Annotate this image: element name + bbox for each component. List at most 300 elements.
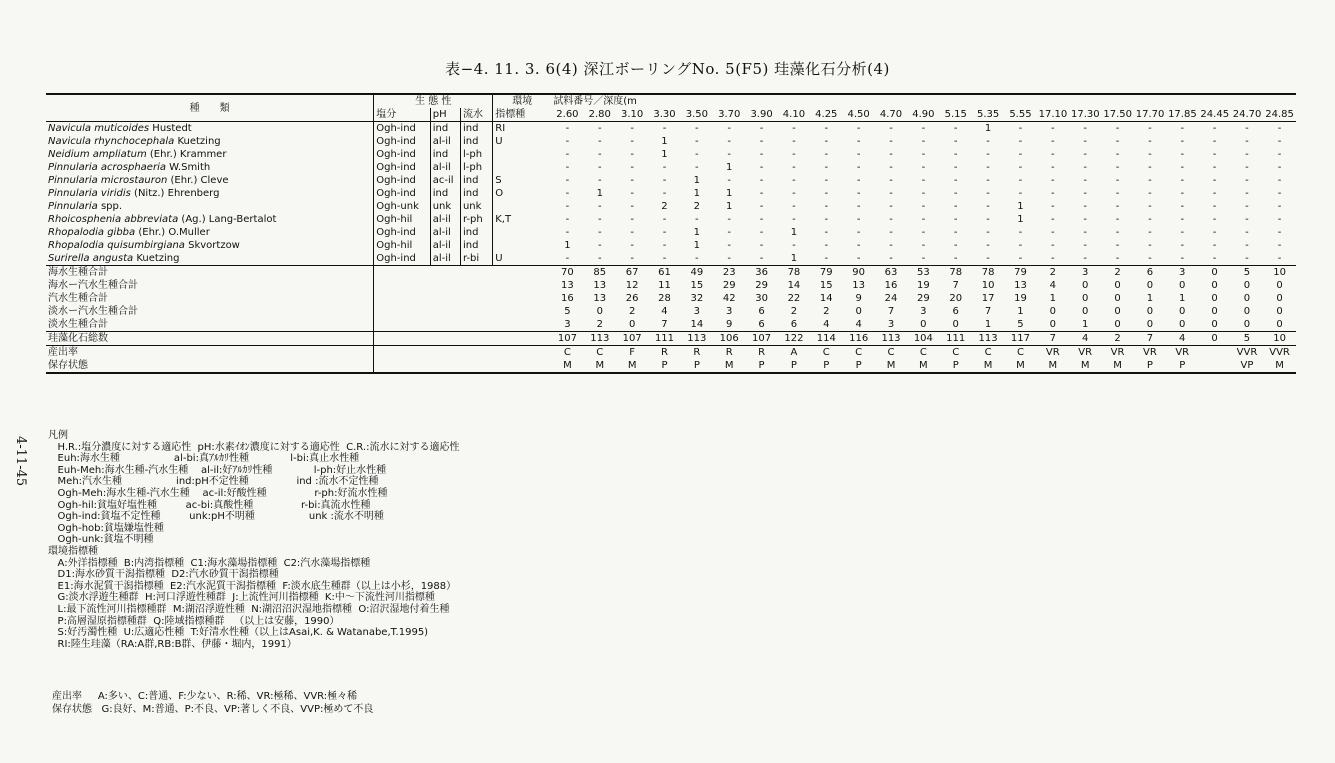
count-cell: - — [792, 136, 796, 147]
species-name — [46, 239, 374, 252]
count-cell: - — [1051, 227, 1055, 238]
count-cell: - — [986, 214, 990, 225]
legend-line: G:淡水浮遊生種群 H:河口浮遊性種群 J:上流性河川指標種 K:中～下流性河川指標種 — [48, 592, 435, 604]
value-cell: A — [790, 347, 798, 358]
count-cell: - — [630, 227, 634, 238]
count-cell: - — [1018, 162, 1023, 173]
count-cell: - — [1051, 123, 1055, 134]
value-cell: 53 — [917, 267, 930, 278]
count-cell: - — [824, 227, 829, 238]
count-cell: - — [824, 123, 829, 134]
value-cell: 0 — [1211, 267, 1218, 278]
value-cell: 0 — [1166, 318, 1198, 332]
count-cell: - — [1277, 123, 1282, 134]
value-cell: 19 — [917, 280, 930, 291]
value-cell: 2 — [1101, 332, 1133, 346]
table-row — [46, 200, 1296, 213]
table-row — [46, 174, 1296, 187]
value-cell: 85 — [593, 267, 607, 278]
value-cell: 122 — [778, 332, 810, 346]
count-cell: - — [1212, 123, 1217, 134]
value-cell: 20 — [949, 293, 963, 304]
value-cell: C — [984, 347, 992, 358]
flow-cell: ind — [460, 174, 492, 187]
value-cell: 32 — [690, 293, 704, 304]
count-cell: - — [727, 227, 732, 238]
depth-header: 3.50 — [681, 108, 713, 122]
value-cell: 107 — [745, 332, 777, 346]
count-cell: 1 — [564, 240, 571, 251]
count-cell: - — [792, 240, 796, 251]
species-name — [46, 187, 374, 200]
value-cell: 3 — [1179, 267, 1186, 278]
count-cell: - — [953, 188, 958, 199]
value-cell: 79 — [1014, 267, 1027, 278]
count-cell: - — [856, 175, 861, 186]
count-cell: - — [1018, 149, 1023, 160]
count-cell: - — [695, 136, 699, 147]
count-cell: - — [1101, 252, 1133, 266]
count-cell: - — [1277, 240, 1282, 251]
value-cell: 0 — [1081, 293, 1089, 304]
value-cell: 6 — [778, 318, 810, 332]
value-cell: 29 — [917, 293, 930, 304]
count-cell: - — [1245, 123, 1249, 134]
count-cell: - — [1180, 201, 1185, 212]
count-cell: - — [1018, 188, 1023, 199]
count-cell: - — [1115, 188, 1120, 199]
value-cell: 0 — [1134, 318, 1166, 332]
count-cell: 1 — [693, 240, 701, 251]
value-cell: 36 — [755, 267, 768, 278]
count-cell: - — [856, 123, 861, 134]
ph-cell: al-il — [430, 213, 460, 226]
value-cell: 0 — [616, 318, 648, 332]
count-cell: - — [1115, 240, 1120, 251]
count-cell: - — [856, 162, 861, 173]
depth-header: 3.10 — [616, 108, 648, 122]
value-cell: C — [887, 347, 895, 358]
ph-cell: ind — [430, 187, 460, 200]
count-cell: - — [1180, 149, 1185, 160]
count-cell: - — [630, 240, 634, 251]
count-cell: - — [1148, 227, 1152, 238]
empty-cell — [374, 279, 551, 292]
value-cell: 4 — [810, 318, 842, 332]
value-cell: 1 — [1017, 306, 1024, 317]
depth-header: 4.25 — [810, 108, 842, 122]
count-cell: - — [597, 227, 602, 238]
value-cell: 0 — [1243, 280, 1251, 291]
species-author: (Ag.) Lang-Bertalot — [181, 214, 277, 225]
count-cell: - — [1212, 136, 1217, 147]
value-cell: 9 — [713, 318, 745, 332]
value-cell: C — [822, 347, 830, 358]
state-row — [46, 359, 1296, 373]
empty-cell — [374, 332, 551, 346]
value-cell: 28 — [658, 293, 671, 304]
legend-line: Ogh-hob:貧塩嫌塩性種 — [48, 522, 164, 534]
count-cell: - — [1051, 214, 1055, 225]
row-label: 淡水生種合計 — [46, 318, 374, 332]
row-label: 淡水ー汽水生種合計 — [48, 306, 138, 317]
species-author: Kuetzing — [177, 136, 221, 147]
summary-row — [46, 305, 1296, 318]
count-cell: - — [759, 123, 764, 134]
table-row — [46, 148, 1296, 161]
count-cell: 1 — [661, 136, 668, 147]
count-cell: - — [792, 214, 796, 225]
ph-cell: al-il — [430, 226, 460, 239]
count-cell: - — [662, 214, 667, 225]
value-cell: VVR — [1269, 347, 1290, 358]
value-cell: 1 — [1049, 293, 1056, 304]
count-cell: - — [1245, 188, 1249, 199]
value-cell: M — [1263, 359, 1296, 373]
species-author: Skvortzow — [188, 240, 240, 251]
count-cell: - — [1083, 136, 1087, 147]
count-cell: - — [1180, 136, 1185, 147]
empty-cell — [374, 346, 551, 360]
count-cell: - — [565, 149, 570, 160]
count-cell: - — [1018, 136, 1023, 147]
value-cell: 30 — [755, 293, 768, 304]
env-cell: U — [493, 135, 551, 148]
count-cell: - — [953, 123, 958, 134]
count-cell: - — [921, 188, 926, 199]
flow-cell: unk — [460, 200, 492, 213]
value-cell: P — [1134, 359, 1166, 373]
species-genus: Pinnularia — [48, 201, 98, 212]
species-genus: Rhopalodia quisumbirgiana — [48, 240, 185, 251]
value-cell: 22 — [787, 293, 801, 304]
species-name — [46, 161, 374, 174]
species-author: (Nitz.) Ehrenberg — [134, 188, 220, 199]
count-cell: - — [727, 149, 732, 160]
count-cell: - — [875, 252, 907, 266]
count-cell: - — [1148, 188, 1152, 199]
count-cell: - — [565, 136, 570, 147]
count-cell: - — [662, 175, 667, 186]
summary-body — [46, 266, 1296, 374]
count-cell: - — [889, 240, 893, 251]
count-cell: - — [1212, 227, 1217, 238]
value-cell: 2 — [584, 318, 616, 332]
value-cell: 13 — [852, 280, 866, 291]
header-row-1 — [46, 94, 1296, 108]
value-cell: 29 — [722, 280, 736, 291]
value-cell: 1 — [972, 318, 1004, 332]
empty-cell — [374, 266, 551, 280]
species-author: (Ehr.) Cleve — [170, 175, 229, 186]
species-body — [46, 122, 1296, 266]
count-cell: - — [1037, 252, 1069, 266]
depth-header: 4.90 — [907, 108, 939, 122]
count-cell: - — [792, 188, 796, 199]
value-cell: 114 — [810, 332, 842, 346]
value-cell: 0 — [855, 306, 862, 317]
value-cell: 10 — [981, 280, 995, 291]
count-cell: - — [630, 136, 634, 147]
value-cell: 2 — [628, 306, 636, 317]
value-cell: 0 — [1211, 280, 1218, 291]
depth-header: 24.45 — [1200, 109, 1230, 120]
value-cell: 3 — [1081, 267, 1089, 278]
count-cell: - — [565, 227, 570, 238]
count-cell: - — [1212, 240, 1217, 251]
value-cell: 1 — [1179, 293, 1186, 304]
value-cell: 3 — [875, 318, 907, 332]
count-cell: 1 — [778, 252, 810, 266]
count-cell: - — [1245, 162, 1249, 173]
env-cell: O — [493, 187, 551, 200]
value-cell: 3 — [726, 306, 733, 317]
count-cell: - — [940, 252, 972, 266]
count-cell: - — [565, 214, 570, 225]
value-cell: 6 — [1146, 267, 1154, 278]
value-cell: 2 — [1114, 267, 1121, 278]
count-cell: - — [1018, 227, 1023, 238]
legend — [48, 430, 459, 650]
depth-header: 17.50 — [1103, 109, 1132, 120]
flow-cell: r-ph — [460, 213, 492, 226]
value-cell: VR — [1045, 347, 1060, 358]
value-cell: 13 — [593, 293, 607, 304]
value-cell: 42 — [722, 293, 736, 304]
count-cell: - — [630, 201, 634, 212]
value-cell: 78 — [949, 267, 963, 278]
count-cell: - — [759, 201, 764, 212]
value-cell: 113 — [681, 332, 713, 346]
count-cell: - — [695, 123, 699, 134]
count-cell: - — [1004, 252, 1036, 266]
count-cell: 1 — [790, 227, 798, 238]
depth-header: 24.85 — [1263, 108, 1296, 122]
count-cell: - — [565, 201, 570, 212]
value-cell: 0 — [1198, 318, 1230, 332]
count-cell: - — [759, 162, 764, 173]
legend-line: Meh:汽水生種 ind:pH不定性種 ind :流水不定性種 — [48, 476, 379, 488]
count-cell: - — [856, 240, 861, 251]
table-row — [46, 239, 1296, 252]
count-cell: - — [953, 175, 958, 186]
flow-cell: ind — [460, 226, 492, 239]
value-cell — [1198, 346, 1230, 360]
value-cell: 0 — [1231, 318, 1263, 332]
summary-row — [46, 318, 1296, 332]
count-cell: - — [1115, 201, 1120, 212]
env-cell — [493, 161, 551, 174]
species-genus: Pinnularia acrosphaeria — [48, 162, 166, 173]
count-cell: - — [1083, 201, 1087, 212]
count-cell: - — [1245, 214, 1249, 225]
salinity-cell: Ogh-ind — [374, 135, 430, 148]
count-cell: - — [1115, 149, 1120, 160]
count-cell: - — [759, 227, 764, 238]
count-cell: - — [597, 214, 602, 225]
legend-line: P:高層湿原指標種群 Q:陸域指標種群 （以上は安藤，1990） — [48, 615, 340, 627]
value-cell: 111 — [940, 332, 972, 346]
legend-line: Ogh-ind:貧塩不定性種 unk:pH不明種 unk :流水不明種 — [48, 511, 384, 523]
value-cell: 4 — [1166, 332, 1198, 346]
count-cell: - — [630, 123, 634, 134]
count-cell: - — [1115, 175, 1120, 186]
count-cell: - — [1245, 201, 1249, 212]
value-cell: 7 — [984, 306, 992, 317]
count-cell: - — [745, 252, 777, 266]
empty-cell — [374, 292, 551, 305]
count-cell: - — [953, 162, 958, 173]
species-genus: Navicula rhynchocephala — [48, 136, 175, 147]
count-cell: - — [597, 240, 602, 251]
count-cell: - — [986, 188, 990, 199]
species-author: Hustedt — [152, 123, 192, 134]
count-cell: - — [986, 227, 990, 238]
value-cell: M — [875, 359, 907, 373]
legend-line: Ogh-hil:貧塩好塩性種 ac-bi:真酸性種 r-bi:真流水性種 — [48, 499, 371, 511]
count-cell: - — [1083, 227, 1087, 238]
value-cell: M — [972, 359, 1004, 373]
env-cell: S — [493, 174, 551, 187]
count-cell: - — [1018, 175, 1023, 186]
depth-header: 24.70 — [1232, 109, 1262, 120]
value-cell: VR — [1142, 347, 1157, 358]
value-cell: C — [563, 347, 571, 358]
species-author: (Ehr.) Krammer — [149, 149, 227, 160]
ph-header: pH — [430, 108, 460, 122]
count-cell: 1 — [1017, 201, 1024, 212]
count-cell: - — [1245, 240, 1249, 251]
count-cell: - — [1277, 136, 1282, 147]
value-cell: 0 — [1146, 280, 1154, 291]
count-cell: - — [630, 214, 634, 225]
count-cell: - — [889, 188, 893, 199]
value-cell: 113 — [875, 332, 907, 346]
legend-line: S:好汚濁性種 U:広適応性種 T:好清水性種（以上はAsai,K. & Watanabe,T.1995) — [48, 627, 429, 639]
value-cell: P — [842, 359, 874, 373]
count-cell: - — [1212, 214, 1217, 225]
count-cell: - — [856, 201, 861, 212]
value-cell: 3 — [693, 306, 701, 317]
count-cell: - — [889, 136, 893, 147]
value-cell: VR — [1078, 347, 1093, 358]
value-cell: 90 — [852, 267, 866, 278]
ph-cell: unk — [430, 200, 460, 213]
value-cell: 5 — [564, 306, 571, 317]
value-cell: 5 — [1231, 332, 1263, 346]
value-cell: 104 — [907, 332, 939, 346]
count-cell: - — [1166, 252, 1198, 266]
species-name — [46, 122, 374, 136]
value-cell: M — [616, 359, 648, 373]
flow-header: 流水 — [460, 108, 492, 122]
value-cell: 11 — [658, 280, 671, 291]
value-cell: 17 — [981, 293, 995, 304]
count-cell: - — [662, 188, 667, 199]
flow-cell: l-ph — [460, 161, 492, 174]
species-header: 種 類 — [46, 94, 374, 122]
value-cell: 16 — [561, 293, 574, 304]
value-cell: 0 — [1179, 306, 1186, 317]
count-cell: - — [921, 123, 926, 134]
value-cell: 0 — [1114, 306, 1121, 317]
value-cell: 0 — [1101, 318, 1133, 332]
count-cell: - — [1277, 175, 1282, 186]
species-genus: Navicula muticoides — [48, 123, 150, 134]
empty-cell — [374, 305, 551, 318]
value-cell: M — [907, 359, 939, 373]
value-cell: 7 — [1037, 332, 1069, 346]
count-cell: - — [727, 240, 732, 251]
legend-line: L:最下流性河川指標種群 M:湖沼浮遊性種 N:湖沼沼沢湿地指標種 O:沼沢湿地付着生種 — [48, 603, 450, 615]
value-cell: 0 — [1146, 306, 1154, 317]
env-cell: K,T — [493, 213, 551, 226]
count-cell: - — [889, 123, 893, 134]
value-cell: 15 — [819, 280, 833, 291]
value-cell: 14 — [819, 293, 833, 304]
value-cell: C — [952, 347, 960, 358]
count-cell: - — [986, 201, 990, 212]
count-cell: - — [1180, 188, 1185, 199]
count-cell: - — [1051, 188, 1055, 199]
count-cell: 1 — [1017, 214, 1024, 225]
species-name — [46, 200, 374, 213]
value-cell: R — [661, 347, 668, 358]
count-cell: - — [824, 240, 829, 251]
value-cell: 24 — [884, 293, 898, 304]
value-cell: C — [919, 347, 927, 358]
count-cell: - — [1051, 162, 1055, 173]
count-cell: - — [1180, 214, 1185, 225]
footer-notes — [52, 690, 373, 716]
count-cell: - — [727, 123, 732, 134]
legend-line: 凡例 — [48, 430, 68, 441]
value-cell: 0 — [1276, 306, 1283, 317]
flow-cell: l-ph — [460, 148, 492, 161]
count-cell: - — [1180, 123, 1185, 134]
value-cell: 67 — [625, 267, 639, 278]
value-cell: 0 — [1114, 293, 1121, 304]
value-cell: 78 — [981, 267, 995, 278]
value-cell: 2 — [1049, 267, 1056, 278]
value-cell: 116 — [842, 332, 874, 346]
value-cell: 14 — [787, 280, 801, 291]
value-cell: 0 — [1081, 306, 1089, 317]
count-cell: - — [1051, 201, 1055, 212]
value-cell: 13 — [1014, 280, 1027, 291]
species-name — [46, 148, 374, 161]
legend-line: Euh:海水生種 al-bi:真ｱﾙｶﾘ性種 l-bi:真止水性種 — [48, 453, 360, 465]
value-cell: M — [584, 359, 616, 373]
value-cell: 0 — [1243, 306, 1251, 317]
depth-header: 17.30 — [1070, 109, 1100, 120]
env-indicator-header: 指標種 — [493, 108, 551, 122]
count-cell: - — [1018, 240, 1023, 251]
value-cell: 29 — [755, 280, 768, 291]
count-cell: 1 — [596, 188, 603, 199]
ph-cell: al-il — [430, 239, 460, 252]
value-cell: VVR — [1236, 347, 1258, 358]
value-cell: 7 — [952, 280, 959, 291]
table-title: 表−4. 11. 3. 6(4) 深江ボーリングNo. 5(F5) 珪藻化石分析(4) — [445, 60, 890, 78]
count-cell: - — [681, 252, 713, 266]
env-cell: RI — [493, 122, 551, 136]
count-cell: - — [824, 214, 829, 225]
ph-cell: al-il — [430, 161, 460, 174]
value-cell: 0 — [907, 318, 939, 332]
count-cell: - — [953, 136, 958, 147]
salinity-cell: Ogh-ind — [374, 226, 430, 239]
